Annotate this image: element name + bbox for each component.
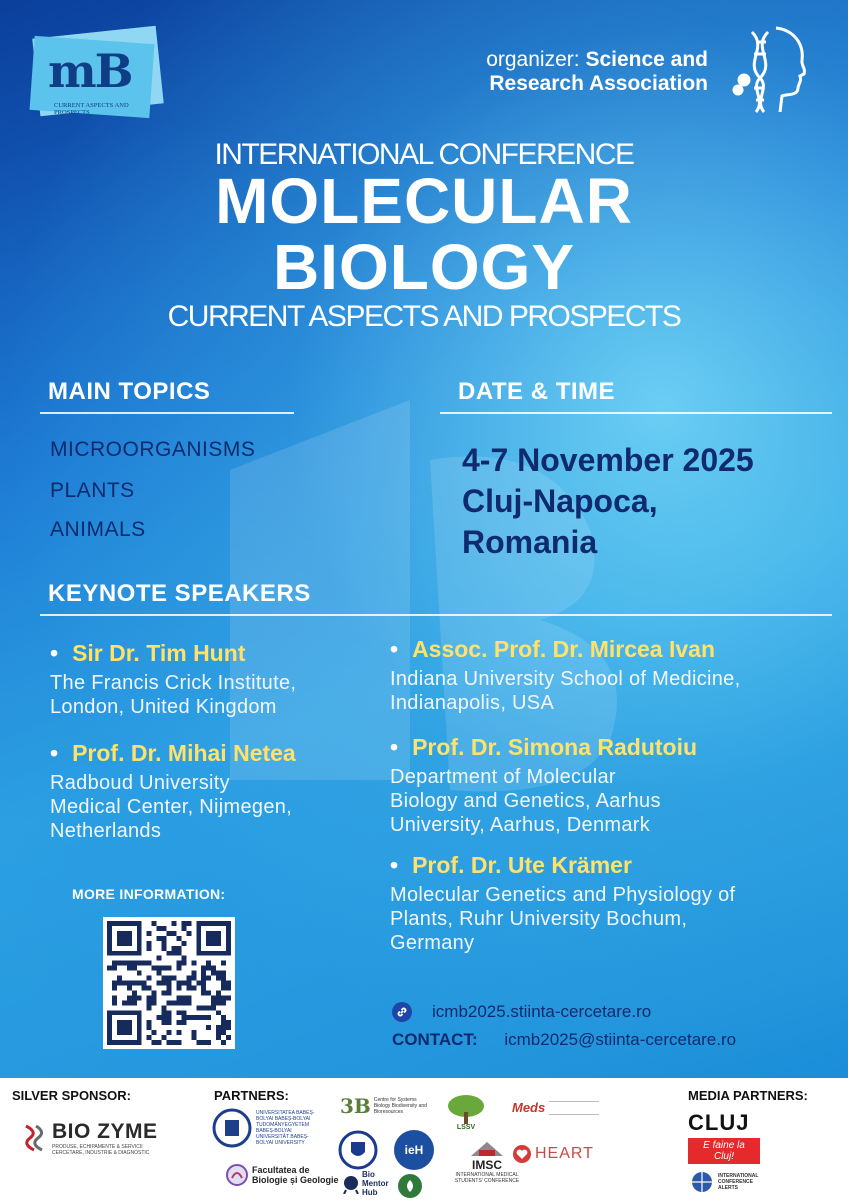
event-country: Romania xyxy=(462,524,598,560)
conference-title xyxy=(0,165,848,303)
fbg-text: Facultatea de Biologie și Geologie xyxy=(252,1165,339,1185)
ica-text: INTERNATIONAL CONFERENCE ALERTS xyxy=(718,1173,759,1191)
c3b-mark: 3B xyxy=(340,1094,371,1118)
ieh-logo xyxy=(394,1130,434,1170)
topic-item: PLANTS xyxy=(50,479,135,502)
media-partners-label: MEDIA PARTNERS: xyxy=(688,1088,808,1103)
speaker-affiliation: Department of Molecular xyxy=(390,766,616,788)
globe-icon xyxy=(690,1170,714,1194)
qr-code-image xyxy=(107,921,231,1045)
meds-mark: Meds xyxy=(512,1100,546,1115)
speaker-affiliation: London, United Kingdom xyxy=(50,696,277,718)
biozyme-icon xyxy=(22,1122,46,1154)
contact-email[interactable]: icmb2025@stiinta-cercetare.ro xyxy=(504,1030,737,1049)
c3b-text: Centre for Systems Biology Biodiversity and Bioresources xyxy=(373,1097,427,1115)
heart-icon xyxy=(512,1144,532,1164)
speaker-item: • Prof. Dr. Simona Radutoiu Department of Molecular Biology and Genetics, Aarhus University, Aarhus, Denmark xyxy=(390,734,698,836)
speaker-affiliation: Molecular Genetics and Physiology of xyxy=(390,884,736,906)
speakers-rule xyxy=(40,614,832,616)
logo-subtitle: CURRENT ASPECTS AND PROSPECTS xyxy=(54,102,129,116)
contact-label: CONTACT: xyxy=(392,1030,478,1049)
ubb-logo xyxy=(212,1108,326,1148)
organizer-name-line1: Science and xyxy=(585,48,708,71)
sponsor-strip xyxy=(0,1078,848,1200)
speaker-item: • Assoc. Prof. Dr. Mircea Ivan Indiana University School of Medicine, Indianapolis, USA xyxy=(390,636,741,714)
green-partner-logo xyxy=(398,1174,422,1198)
cluj-logo xyxy=(688,1110,768,1164)
speaker-name: Assoc. Prof. Dr. Mircea Ivan xyxy=(412,636,716,662)
silver-sponsor-label: SILVER SPONSOR: xyxy=(12,1088,131,1103)
biomentor-logo xyxy=(342,1170,396,1197)
c3b-logo xyxy=(340,1094,434,1118)
topics-heading: MAIN TOPICS xyxy=(48,378,211,405)
date-heading: DATE & TIME xyxy=(458,378,616,405)
speaker-affiliation: Biology and Genetics, Aarhus xyxy=(390,790,661,812)
conference-subtitle: CURRENT ASPECTS AND PROSPECTS xyxy=(167,300,681,333)
leaf-icon xyxy=(403,1179,417,1193)
fbg-logo xyxy=(226,1164,340,1186)
speaker-affiliation: Medical Center, Nijmegen, xyxy=(50,796,293,818)
imsc-building-icon xyxy=(469,1140,505,1158)
speaker-item: • Sir Dr. Tim Hunt The Francis Crick Institute, London, United Kingdom xyxy=(50,640,297,718)
ubb-text: UNIVERSITATEA BABEȘ-BOLYAI BABEȘ-BOLYAI TUDOMÁNYEGYETEM BABEȘ-BOLYAI UNIVERSITÄT BABEȘ-BOLYAI UNIVERSITY xyxy=(256,1110,315,1146)
organizer-lead: organizer: xyxy=(486,48,580,71)
student-society-logo xyxy=(338,1130,378,1170)
speaker-affiliation: Radboud University xyxy=(50,772,230,794)
logo-mark: mB xyxy=(48,44,132,98)
speaker-affiliation: University, Aarhus, Denmark xyxy=(390,814,651,836)
conference-logo xyxy=(30,26,162,126)
speaker-item: • Prof. Dr. Mihai Netea Radboud University Medical Center, Nijmegen, Netherlands xyxy=(50,740,296,842)
conference-title-line2: BIOLOGY xyxy=(272,231,576,303)
speaker-name: Prof. Dr. Simona Radutoiu xyxy=(412,734,698,760)
ieh-mark: ieH xyxy=(404,1143,424,1157)
speaker-affiliation: Germany xyxy=(390,932,475,954)
lssv-text: LSSV xyxy=(456,1124,476,1131)
topic-item: MICROORGANISMS xyxy=(50,438,256,461)
speaker-name: Prof. Dr. Mihai Netea xyxy=(72,740,296,766)
event-city: Cluj-Napoca, xyxy=(462,483,658,519)
speaker-name: Sir Dr. Tim Hunt xyxy=(72,640,246,666)
organizer xyxy=(486,48,708,96)
contact-row xyxy=(392,1030,736,1050)
speaker-affiliation: Indiana University School of Medicine, xyxy=(390,668,741,690)
meds-logo xyxy=(512,1100,599,1115)
biozyme-logo xyxy=(22,1120,170,1156)
cluj-tagline: E faine la Cluj! xyxy=(688,1138,760,1164)
speaker-item: • Prof. Dr. Ute Krämer Molecular Genetics and Physiology of Plants, Ruhr University Bochum, Germany xyxy=(390,852,736,954)
heart-mark: HEART xyxy=(535,1145,594,1162)
speaker-name: Prof. Dr. Ute Krämer xyxy=(412,852,632,878)
biozyme-name: BIO ZYME xyxy=(52,1120,158,1143)
website-link[interactable] xyxy=(392,1002,651,1022)
dna-profile-icon xyxy=(724,22,820,118)
imsc-text: INTERNATIONAL MEDICAL STUDENTS' CONFERENCE xyxy=(454,1172,520,1184)
speaker-affiliation: Plants, Ruhr University Bochum, xyxy=(390,908,688,930)
shield-emblem-icon xyxy=(338,1130,378,1170)
more-info-label: MORE INFORMATION: xyxy=(72,886,226,902)
fbg-icon xyxy=(226,1164,248,1186)
website-text: icmb2025.stiinta-cercetare.ro xyxy=(432,1002,652,1021)
conference-title-line1: MOLECULAR xyxy=(215,165,633,237)
tree-icon xyxy=(446,1094,486,1124)
speaker-affiliation: Netherlands xyxy=(50,820,162,842)
event-date-location xyxy=(462,440,754,563)
imsc-mark: IMSC xyxy=(472,1158,502,1172)
date-rule xyxy=(440,412,832,414)
speaker-affiliation: Indianapolis, USA xyxy=(390,692,555,714)
biomentor-text: Bio Mentor Hub xyxy=(362,1170,389,1197)
organizer-name-line2: Research Association xyxy=(489,72,708,95)
speaker-affiliation: The Francis Crick Institute, xyxy=(50,672,297,694)
cluj-mark: CLUJ xyxy=(688,1110,750,1135)
biozyme-tagline: PRODUSE, ECHIPAMENTE & SERVICII CERCETARE, INDUSTRIE & DIAGNOSTIC xyxy=(52,1144,150,1156)
speakers-heading: KEYNOTE SPEAKERS xyxy=(48,580,311,607)
partners-label: PARTNERS: xyxy=(214,1088,289,1103)
conference-kicker: INTERNATIONAL CONFERENCE xyxy=(214,138,634,171)
topics-rule xyxy=(40,412,294,414)
qr-code[interactable] xyxy=(103,917,235,1049)
lssv-logo xyxy=(446,1094,486,1131)
biomentor-icon xyxy=(342,1174,360,1194)
event-date: 4-7 November 2025 xyxy=(462,442,754,478)
ica-logo xyxy=(690,1170,774,1194)
link-icon xyxy=(392,1002,412,1022)
heart-logo xyxy=(512,1144,594,1164)
ubb-seal-icon xyxy=(212,1108,252,1148)
topic-item: ANIMALS xyxy=(50,518,146,541)
